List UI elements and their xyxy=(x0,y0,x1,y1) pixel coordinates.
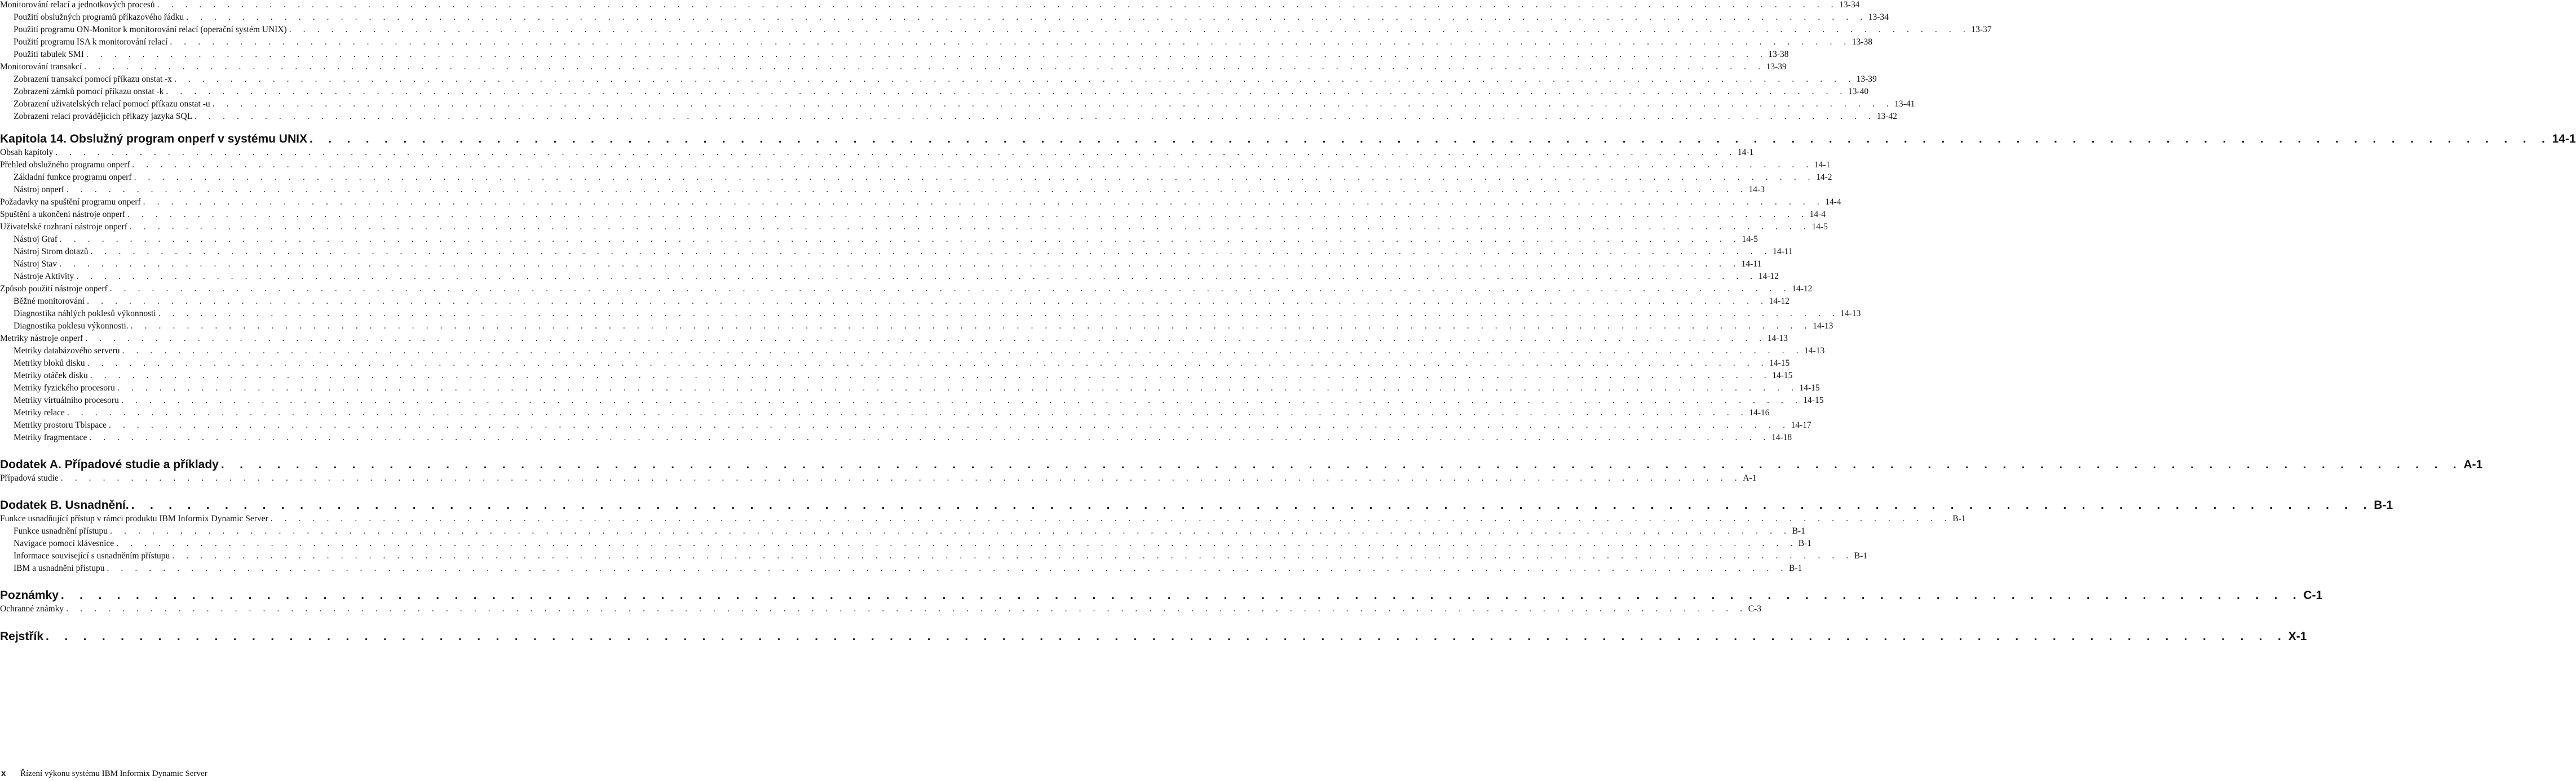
toc-entry-label: Metriky relace xyxy=(14,408,65,418)
toc-entry[interactable] xyxy=(0,210,1826,222)
toc-entry-page: A-1 xyxy=(2463,458,2483,471)
toc-entry-label: Monitorování relací a jednotkových procesů xyxy=(0,0,155,10)
toc-entry-label: Diagnostika náhlých poklesů výkonnosti xyxy=(14,309,156,318)
toc-leader-dots: . . . . . . . . . . . . . . . . . . . . . . . . . . . . . . . . . . . . . . . . . . . . . . . . . . . . . . . . . . . . . . . . . . . . . . . . . . . . . . . . . . . . . . . . . . . . . . . . . . . . . . . . . . . . . . . . . . . . . . . . xyxy=(86,50,1768,59)
toc-leader-dots: . . . . . . . . . . . . . . . . . . . . . . . . . . . . . . . . . . . . . . . . . . . . . . . . . . . . . . . . . . . . . . . . . . . . . . . . . . . . . . . . . . . . . . . . . . . . . . . . . . . . . . . . . . . . . . . . . . . . . . . . xyxy=(134,172,1815,182)
toc-entry[interactable] xyxy=(0,25,1992,37)
toc-leader-dots: . . . . . . . . . . . . . . . . . . . . . . . . . . . . . . . . . . . . . . . . . . . . . . . . . . . . . . . . . . . . . . . . . . . . . . . . . . . . . . . . . . . . . . . . . . . . . . . . . . . . . . . . . . . . . . . . . . . . . . . . xyxy=(66,185,1748,194)
footer-book-title: Řízení výkonu systému IBM Informix Dynamic Server xyxy=(20,769,207,778)
toc-entry[interactable] xyxy=(0,112,1897,124)
toc-chapter-heading[interactable] xyxy=(0,626,2307,645)
toc-entry-label: Použití programu ISA k monitorování relací xyxy=(14,37,168,47)
toc-entry-label: Nástroj Stav xyxy=(14,259,58,269)
toc-entry[interactable] xyxy=(0,172,1832,185)
page-footer xyxy=(1,769,207,779)
toc-leader-dots: . . . . . . . . . . . . . . . . . . . . . . . . . . . . . . . . . . . . . . . . . . . . . . . . . . . . . . . . . . . . . . . . . . . . . . . . . . . . . . . . . . . . . . . . . . . . . . . . . . . . . . . . . . . . . . . . . . . . . . . . xyxy=(220,458,2463,471)
toc-entry-label: Případová studie xyxy=(0,473,59,483)
toc-leader-dots: . . . . . . . . . . . . . . . . . . . . . . . . . . . . . . . . . . . . . . . . . . . . . . . . . . . . . . . . . . . . . . . . . . . . . . . . . . . . . . . . . . . . . . . . . . . . . . . . . . . . . . . . . . . . . . . . . . . . . . . . xyxy=(66,604,1747,614)
toc-entry-page: 13-40 xyxy=(1848,87,1869,96)
toc-leader-dots: . . . . . . . . . . . . . . . . . . . . . . . . . . . . . . . . . . . . . . . . . . . . . . . . . . . . . . . . . . . . . . . . . . . . . . . . . . . . . . . . . . . . . . . . . . . . . . . . . . . . . . . . . . . . . . . . . . . . . . . . xyxy=(90,371,1771,380)
toc-entry-page: 14-17 xyxy=(1791,420,1811,430)
toc-entry[interactable] xyxy=(0,321,1833,334)
toc-entry-page: C-3 xyxy=(1748,604,1761,614)
toc-leader-dots: . . . . . . . . . . . . . . . . . . . . . . . . . . . . . . . . . . . . . . . . . . . . . . . . . . . . . . . . . . . . . . . . . . . . . . . . . . . . . . . . . . . . . . . . . . . . . . . . . . . . . . . . . . . . . . . . . . . . . . . . xyxy=(87,358,1769,368)
toc-entry[interactable] xyxy=(0,433,1792,445)
toc-entry-page: 13-39 xyxy=(1766,62,1787,72)
toc-entry-page: 14-13 xyxy=(1813,321,1833,331)
toc-leader-dots: . . . . . . . . . . . . . . . . . . . . . . . . . . . . . . . . . . . . . . . . . . . . . . . . . . . . . . . . . . . . . . . . . . . . . . . . . . . . . . . . . . . . . . . . . . . . . . . . . . . . . . . . . . . . . . . . . . . . . . . . xyxy=(289,25,1970,34)
toc-entry-page: 14-4 xyxy=(1809,210,1826,219)
toc-leader-dots: . . . . . . . . . . . . . . . . . . . . . . . . . . . . . . . . . . . . . . . . . . . . . . . . . . . . . . . . . . . . . . . . . . . . . . . . . . . . . . . . . . . . . . . . . . . . . . . . . . . . . . . . . . . . . . . . . . . . . . . . xyxy=(186,12,1867,22)
toc-chapter-heading[interactable] xyxy=(0,128,2576,148)
toc-entry-page: B-1 xyxy=(1798,539,1811,548)
toc-leader-dots: . . . . . . . . . . . . . . . . . . . . . . . . . . . . . . . . . . . . . . . . . . . . . . . . . . . . . . . . . . . . . . . . . . . . . . . . . . . . . . . . . . . . . . . . . . . . . . . . . . . . . . . . . . . . . . . . . . . . . . . . xyxy=(107,563,1788,573)
toc-entry-label: Nástroj Graf xyxy=(14,234,58,244)
toc-entry-label: Zobrazení relací provádějících příkazy jazyka SQL xyxy=(14,112,193,121)
toc-leader-dots: . . . . . . . . . . . . . . . . . . . . . . . . . . . . . . . . . . . . . . . . . . . . . . . . . . . . . . . . . . . . . . . . . . . . . . . . . . . . . . . . . . . . . . . . . . . . . . . . . . . . . . . . . . . . . . . . . . . . . . . . xyxy=(60,589,2303,602)
toc-entry[interactable] xyxy=(0,50,1789,62)
toc-leader-dots: . . . . . . . . . . . . . . . . . . . . . . . . . . . . . . . . . . . . . . . . . . . . . . . . . . . . . . . . . . . . . . . . . . . . . . . . . . . . . . . . . . . . . . . . . . . . . . . . . . . . . . . . . . . . . . . . . . . . . . . . xyxy=(116,539,1797,548)
toc-entry-page: B-1 xyxy=(1792,526,1805,536)
toc-entry-label: Použití tabulek SMI xyxy=(14,50,84,59)
toc-entry-label: Spuštění a ukončení nástroje onperf xyxy=(0,210,126,219)
toc-leader-dots: . . . . . . . . . . . . . . . . . . . . . . . . . . . . . . . . . . . . . . . . . . . . . . . . . . . . . . . . . . . . . . . . . . . . . . . . . . . . . . . . . . . . . . . . . . . . . . . . . . . . . . . . . . . . . . . . . . . . . . . . xyxy=(121,396,1802,405)
toc-entry[interactable] xyxy=(0,12,1889,25)
toc-entry-label: Funkce usnadnění přístupu xyxy=(14,526,108,536)
toc-entry-page: 14-1 xyxy=(1737,148,1754,157)
toc-entry-page: 14-13 xyxy=(1804,346,1825,356)
toc-entry-label: Uživatelské rozhraní nástroje onperf xyxy=(0,222,127,232)
toc-entry[interactable] xyxy=(0,473,1757,486)
toc-entry-label: IBM a usnadnění přístupu xyxy=(14,563,105,573)
toc-entry-page: 14-13 xyxy=(1767,334,1788,343)
toc-entry-page: 14-16 xyxy=(1749,408,1770,418)
toc-entry[interactable] xyxy=(0,222,1828,234)
toc-entry-label: Metriky otáček disku xyxy=(14,371,88,380)
toc-entry-page: A-1 xyxy=(1743,473,1757,483)
toc-entry[interactable] xyxy=(0,346,1825,358)
toc-leader-dots: . . . . . . . . . . . . . . . . . . . . . . . . . . . . . . . . . . . . . . . . . . . . . . . . . . . . . . . . . . . . . . . . . . . . . . . . . . . . . . . . . . . . . . . . . . . . . . . . . . . . . . . . . . . . . . . . . . . . . . . . xyxy=(55,148,1737,157)
toc-entry-page: 14-3 xyxy=(1748,185,1765,194)
toc-leader-dots: . . . . . . . . . . . . . . . . . . . . . . . . . . . . . . . . . . . . . . . . . . . . . . . . . . . . . . . . . . . . . . . . . . . . . . . . . . . . . . . . . . . . . . . . . . . . . . . . . . . . . . . . . . . . . . . . . . . . . . . . xyxy=(129,222,1811,232)
toc-entry[interactable] xyxy=(0,396,1824,408)
toc-entry[interactable] xyxy=(0,234,1758,247)
toc-leader-dots: . . . . . . . . . . . . . . . . . . . . . . . . . . . . . . . . . . . . . . . . . . . . . . . . . . . . . . . . . . . . . . . . . . . . . . . . . . . . . . . . . . . . . . . . . . . . . . . . . . . . . . . . . . . . . . . . . . . . . . . . xyxy=(67,408,1748,418)
toc-entry[interactable] xyxy=(0,99,1915,112)
toc-entry[interactable] xyxy=(0,551,1868,563)
toc-entry-page: 14-15 xyxy=(1769,358,1790,368)
toc-leader-dots: . . . . . . . . . . . . . . . . . . . . . . . . . . . . . . . . . . . . . . . . . . . . . . . . . . . . . . . . . . . . . . . . . . . . . . . . . . . . . . . . . . . . . . . . . . . . . . . . . . . . . . . . . . . . . . . . . . . . . . . . xyxy=(110,526,1791,536)
toc-entry[interactable] xyxy=(0,604,1761,616)
toc-entry[interactable] xyxy=(0,148,1754,160)
toc-entry[interactable] xyxy=(0,383,1820,396)
toc-chapter-heading[interactable] xyxy=(0,454,2483,473)
toc-entry-label: Ochranné známky xyxy=(0,604,64,614)
toc-entry[interactable] xyxy=(0,539,1811,551)
toc-entry-page: 14-4 xyxy=(1825,197,1841,207)
toc-entry-label: Navigace pomocí klávesnice xyxy=(14,539,114,548)
toc-entry-label: Obsah kapitoly xyxy=(0,148,54,157)
toc-entry[interactable] xyxy=(0,259,1762,272)
toc-leader-dots: . . . . . . . . . . . . . . . . . . . . . . . . . . . . . . . . . . . . . . . . . . . . . . . . . . . . . . . . . . . . . . . . . . . . . . . . . . . . . . . . . . . . . . . . . . . . . . . . . . . . . . . . . . . . . . . . . . . . . . . . xyxy=(60,473,1742,483)
toc-leader-dots: . . . . . . . . . . . . . . . . . . . . . . . . . . . . . . . . . . . . . . . . . . . . . . . . . . . . . . . . . . . . . . . . . . . . . . . . . . . . . . . . . . . . . . . . . . . . . . . . . . . . . . . . . . . . . . . . . . . . . . . . xyxy=(174,74,1855,84)
toc-leader-dots: . . . . . . . . . . . . . . . . . . . . . . . . . . . . . . . . . . . . . . . . . . . . . . . . . . . . . . . . . . . . . . . . . . . . . . . . . . . . . . . . . . . . . . . . . . . . . . . . . . . . . . . . . . . . . . . . . . . . . . . . xyxy=(122,346,1804,356)
toc-entry-page: 14-5 xyxy=(1811,222,1828,232)
toc-entry-page: 14-1 xyxy=(2552,132,2576,145)
toc-entry[interactable] xyxy=(0,334,1788,346)
toc-entry-page: 13-34 xyxy=(1868,12,1889,22)
toc-leader-dots: . . . . . . . . . . . . . . . . . . . . . . . . . . . . . . . . . . . . . . . . . . . . . . . . . . . . . . . . . . . . . . . . . . . . . . . . . . . . . . . . . . . . . . . . . . . . . . . . . . . . . . . . . . . . . . . . . . . . . . . . xyxy=(76,272,1757,281)
toc-leader-dots: . . . . . . . . . . . . . . . . . . . . . . . . . . . . . . . . . . . . . . . . . . . . . . . . . . . . . . . . . . . . . . . . . . . . . . . . . . . . . . . . . . . . . . . . . . . . . . . . . . . . . . . . . . . . . . . . . . . . . . . . xyxy=(309,132,2551,145)
toc-leader-dots: . . . . . . . . . . . . . . . . . . . . . . . . . . . . . . . . . . . . . . . . . . . . . . . . . . . . . . . . . . . . . . . . . . . . . . . . . . . . . . . . . . . . . . . . . . . . . . . . . . . . . . . . . . . . . . . . . . . . . . . . xyxy=(117,383,1799,393)
toc-entry-page: 13-38 xyxy=(1768,50,1789,59)
toc-entry-label: Metriky virtuálního procesoru xyxy=(14,396,119,405)
toc-chapter-heading[interactable] xyxy=(0,585,2323,604)
toc-leader-dots: . . . . . . . . . . . . . . . . . . . . . . . . . . . . . . . . . . . . . . . . . . . . . . . . . . . . . . . . . . . . . . . . . . . . . . . . . . . . . . . . . . . . . . . . . . . . . . . . . . . . . . . . . . . . . . . . . . . . . . . . xyxy=(89,433,1770,442)
toc-leader-dots: . . . . . . . . . . . . . . . . . . . . . . . . . . . . . . . . . . . . . . . . . . . . . . . . . . . . . . . . . . . . . . . . . . . . . . . . . . . . . . . . . . . . . . . . . . . . . . . . . . . . . . . . . . . . . . . . . . . . . . . . xyxy=(158,309,1840,318)
toc-entry[interactable] xyxy=(0,284,1813,296)
toc-entry[interactable] xyxy=(0,272,1779,284)
toc-entry-label: Nástroj onperf xyxy=(14,185,64,194)
toc-leader-dots: . . . . . . . . . . . . . . . . . . . . . . . . . . . . . . . . . . . . . . . . . . . . . . . . . . . . . . . . . . . . . . . . . . . . . . . . . . . . . . . . . . . . . . . . . . . . . . . . . . . . . . . . . . . . . . . . . . . . . . . . xyxy=(87,296,1768,306)
toc-entry-page: 14-15 xyxy=(1772,371,1793,380)
footer-page-number: x xyxy=(1,769,6,778)
toc-entry-label: Zobrazení zámků pomocí příkazu onstat -k xyxy=(14,87,164,96)
toc-entry-label: Kapitola 14. Obslužný program onperf v systému UNIX xyxy=(0,132,307,145)
toc-chapter-heading[interactable] xyxy=(0,495,2393,514)
toc-leader-dots: . . . . . . . . . . . . . . . . . . . . . . . . . . . . . . . . . . . . . . . . . . . . . . . . . . . . . . . . . . . . . . . . . . . . . . . . . . . . . . . . . . . . . . . . . . . . . . . . . . . . . . . . . . . . . . . . . . . . . . . . xyxy=(59,234,1741,244)
toc-entry[interactable] xyxy=(0,247,1793,259)
toc-entry-label: Zobrazení transakcí pomocí příkazu onstat -x xyxy=(14,74,173,84)
toc-entry[interactable] xyxy=(0,563,1802,576)
toc-leader-dots: . . . . . . . . . . . . . . . . . . . . . . . . . . . . . . . . . . . . . . . . . . . . . . . . . . . . . . . . . . . . . . . . . . . . . . . . . . . . . . . . . . . . . . . . . . . . . . . . . . . . . . . . . . . . . . . . . . . . . . . . xyxy=(172,551,1853,561)
toc-entry[interactable] xyxy=(0,87,1869,99)
toc-entry-label: Nástroj Strom dotazů xyxy=(14,247,89,256)
toc-entry-page: 13-34 xyxy=(1839,0,1860,10)
toc-entry-label: Rejstřík xyxy=(0,630,44,643)
toc-leader-dots: . . . . . . . . . . . . . . . . . . . . . . . . . . . . . . . . . . . . . . . . . . . . . . . . . . . . . . . . . . . . . . . . . . . . . . . . . . . . . . . . . . . . . . . . . . . . . . . . . . . . . . . . . . . . . . . . . . . . . . . . xyxy=(46,630,2287,643)
toc-entry-label: Dodatek B. Usnadnění. xyxy=(0,499,129,512)
toc-entry-label: Poznámky xyxy=(0,589,59,602)
toc-entry-page: 14-2 xyxy=(1816,172,1832,182)
toc-entry-page: 14-15 xyxy=(1803,396,1824,405)
toc-entry-label: Přehled obslužného programu onperf xyxy=(0,160,130,170)
toc-leader-dots: . . . . . . . . . . . . . . . . . . . . . . . . . . . . . . . . . . . . . . . . . . . . . . . . . . . . . . . . . . . . . . . . . . . . . . . . . . . . . . . . . . . . . . . . . . . . . . . . . . . . . . . . . . . . . . . . . . . . . . . . xyxy=(132,160,1813,170)
toc-entry-page: 14-11 xyxy=(1773,247,1793,256)
toc-entry-label: Metriky bloků disku xyxy=(14,358,85,368)
toc-entry-page: 13-42 xyxy=(1876,112,1897,121)
toc-entry-page: B-1 xyxy=(1952,514,1966,523)
toc-leader-dots: . . . . . . . . . . . . . . . . . . . . . . . . . . . . . . . . . . . . . . . . . . . . . . . . . . . . . . . . . . . . . . . . . . . . . . . . . . . . . . . . . . . . . . . . . . . . . . . . . . . . . . . . . . . . . . . . . . . . . . . . xyxy=(84,62,1765,72)
toc-entry-page: 14-15 xyxy=(1799,383,1820,393)
toc-entry-page: 13-37 xyxy=(1971,25,1992,34)
toc-entry-page: 14-1 xyxy=(1814,160,1831,170)
toc-entry[interactable] xyxy=(0,420,1811,433)
toc-entry-page: 14-18 xyxy=(1771,433,1792,442)
toc-leader-dots: . . . . . . . . . . . . . . . . . . . . . . . . . . . . . . . . . . . . . . . . . . . . . . . . . . . . . . . . . . . . . . . . . . . . . . . . . . . . . . . . . . . . . . . . . . . . . . . . . . . . . . . . . . . . . . . . . . . . . . . . xyxy=(127,210,1809,219)
toc-entry-page: 13-38 xyxy=(1852,37,1873,47)
toc-entry[interactable] xyxy=(0,358,1790,371)
toc-entry-label: Použití programu ON-Monitor k monitorování relací (operační systém UNIX) xyxy=(14,25,287,34)
toc-entry[interactable] xyxy=(0,37,1873,50)
toc-entry-label: Monitorování transakcí xyxy=(0,62,82,72)
toc-leader-dots: . . . . . . . . . . . . . . . . . . . . . . . . . . . . . . . . . . . . . . . . . . . . . . . . . . . . . . . . . . . . . . . . . . . . . . . . . . . . . . . . . . . . . . . . . . . . . . . . . . . . . . . . . . . . . . . . . . . . . . . . xyxy=(85,334,1766,343)
toc-entry-page: 14-13 xyxy=(1840,309,1861,318)
toc-entry-label: Metriky prostoru Tblspace xyxy=(14,420,107,430)
toc-entry[interactable] xyxy=(0,0,1860,12)
toc-entry-page: 14-11 xyxy=(1741,259,1762,269)
toc-entry[interactable] xyxy=(0,185,1765,197)
toc-entry[interactable] xyxy=(0,160,1831,172)
toc-entry-page: B-1 xyxy=(1788,563,1802,573)
toc-entry-label: Běžné monitorování xyxy=(14,296,85,306)
toc-entry-page: 14-12 xyxy=(1758,272,1779,281)
toc-entry-label: Požadavky na spuštění programu onperf xyxy=(0,197,141,207)
toc-entry[interactable] xyxy=(0,526,1805,539)
toc-entry-label: Metriky fragmentace xyxy=(14,433,87,442)
toc-entry[interactable] xyxy=(0,296,1789,309)
toc-leader-dots: . . . . . . . . . . . . . . . . . . . . . . . . . . . . . . . . . . . . . . . . . . . . . . . . . . . . . . . . . . . . . . . . . . . . . . . . . . . . . . . . . . . . . . . . . . . . . . . . . . . . . . . . . . . . . . . . . . . . . . . . xyxy=(143,197,1824,207)
toc-entry-label: Diagnostika poklesu výkonnosti. xyxy=(14,321,129,331)
toc-entry-page: B-1 xyxy=(1854,551,1868,561)
toc-entry[interactable] xyxy=(0,197,1841,210)
toc-leader-dots: . . . . . . . . . . . . . . . . . . . . . . . . . . . . . . . . . . . . . . . . . . . . . . . . . . . . . . . . . . . . . . . . . . . . . . . . . . . . . . . . . . . . . . . . . . . . . . . . . . . . . . . . . . . . . . . . . . . . . . . . xyxy=(109,420,1790,430)
toc-entry[interactable] xyxy=(0,309,1861,321)
toc-leader-dots: . . . . . . . . . . . . . . . . . . . . . . . . . . . . . . . . . . . . . . . . . . . . . . . . . . . . . . . . . . . . . . . . . . . . . . . . . . . . . . . . . . . . . . . . . . . . . . . . . . . . . . . . . . . . . . . . . . . . . . . . xyxy=(131,499,2373,512)
toc-leader-dots: . . . . . . . . . . . . . . . . . . . . . . . . . . . . . . . . . . . . . . . . . . . . . . . . . . . . . . . . . . . . . . . . . . . . . . . . . . . . . . . . . . . . . . . . . . . . . . . . . . . . . . . . . . . . . . . . . . . . . . . . xyxy=(166,87,1847,96)
toc-leader-dots: . . . . . . . . . . . . . . . . . . . . . . . . . . . . . . . . . . . . . . . . . . . . . . . . . . . . . . . . . . . . . . . . . . . . . . . . . . . . . . . . . . . . . . . . . . . . . . . . . . . . . . . . . . . . . . . . . . . . . . . . xyxy=(157,0,1839,10)
toc-entry-page: 13-39 xyxy=(1856,74,1877,84)
toc-entry-label: Nástroje Aktivity xyxy=(14,272,74,281)
toc-entry-label: Metriky databázového serveru xyxy=(14,346,120,356)
toc-leader-dots: . . . . . . . . . . . . . . . . . . . . . . . . . . . . . . . . . . . . . . . . . . . . . . . . . . . . . . . . . . . . . . . . . . . . . . . . . . . . . . . . . . . . . . . . . . . . . . . . . . . . . . . . . . . . . . . . . . . . . . . . xyxy=(270,514,1952,523)
toc-entry-label: Informace související s usnadněním přístupu xyxy=(14,551,170,561)
toc-entry-label: Základní funkce programu onperf xyxy=(14,172,132,182)
toc-entry-label: Dodatek A. Případové studie a příklady xyxy=(0,458,219,471)
toc-entry[interactable] xyxy=(0,514,1966,526)
toc-leader-dots: . . . . . . . . . . . . . . . . . . . . . . . . . . . . . . . . . . . . . . . . . . . . . . . . . . . . . . . . . . . . . . . . . . . . . . . . . . . . . . . . . . . . . . . . . . . . . . . . . . . . . . . . . . . . . . . . . . . . . . . . xyxy=(130,321,1812,331)
toc-entry-page: B-1 xyxy=(2374,499,2393,512)
toc-entry-page: 13-41 xyxy=(1894,99,1915,109)
toc-entry-label: Funkce usnadňující přístup v rámci produktu IBM Informix Dynamic Server xyxy=(0,514,268,523)
toc-entry[interactable] xyxy=(0,408,1770,420)
toc-entry-label: Metriky fyzického procesoru xyxy=(14,383,115,393)
toc-entry-page: C-1 xyxy=(2303,589,2323,602)
toc-leader-dots: . . . . . . . . . . . . . . . . . . . . . . . . . . . . . . . . . . . . . . . . . . . . . . . . . . . . . . . . . . . . . . . . . . . . . . . . . . . . . . . . . . . . . . . . . . . . . . . . . . . . . . . . . . . . . . . . . . . . . . . . xyxy=(109,284,1791,294)
toc-entry-label: Použití obslužných programů příkazového řádku xyxy=(14,12,184,22)
toc-entry-label: Způsob použití nástroje onperf xyxy=(0,284,108,294)
toc-leader-dots: . . . . . . . . . . . . . . . . . . . . . . . . . . . . . . . . . . . . . . . . . . . . . . . . . . . . . . . . . . . . . . . . . . . . . . . . . . . . . . . . . . . . . . . . . . . . . . . . . . . . . . . . . . . . . . . . . . . . . . . . xyxy=(195,112,1876,121)
toc-entry-page: 14-12 xyxy=(1792,284,1813,294)
toc-entry-label: Metriky nástroje onperf xyxy=(0,334,83,343)
toc-entry-page: 14-5 xyxy=(1742,234,1758,244)
toc-entry[interactable] xyxy=(0,62,1787,74)
toc-entry[interactable] xyxy=(0,371,1793,383)
toc-entry-page: X-1 xyxy=(2288,630,2307,643)
toc-leader-dots: . . . . . . . . . . . . . . . . . . . . . . . . . . . . . . . . . . . . . . . . . . . . . . . . . . . . . . . . . . . . . . . . . . . . . . . . . . . . . . . . . . . . . . . . . . . . . . . . . . . . . . . . . . . . . . . . . . . . . . . . xyxy=(212,99,1894,109)
toc-entry-page: 14-12 xyxy=(1769,296,1789,306)
toc-leader-dots: . . . . . . . . . . . . . . . . . . . . . . . . . . . . . . . . . . . . . . . . . . . . . . . . . . . . . . . . . . . . . . . . . . . . . . . . . . . . . . . . . . . . . . . . . . . . . . . . . . . . . . . . . . . . . . . . . . . . . . . . xyxy=(59,259,1740,269)
toc-leader-dots: . . . . . . . . . . . . . . . . . . . . . . . . . . . . . . . . . . . . . . . . . . . . . . . . . . . . . . . . . . . . . . . . . . . . . . . . . . . . . . . . . . . . . . . . . . . . . . . . . . . . . . . . . . . . . . . . . . . . . . . . xyxy=(170,37,1851,47)
toc-leader-dots: . . . . . . . . . . . . . . . . . . . . . . . . . . . . . . . . . . . . . . . . . . . . . . . . . . . . . . . . . . . . . . . . . . . . . . . . . . . . . . . . . . . . . . . . . . . . . . . . . . . . . . . . . . . . . . . . . . . . . . . . xyxy=(90,247,1772,256)
toc-entry[interactable] xyxy=(0,74,1877,87)
toc-entry-label: Zobrazení uživatelských relací pomocí příkazu onstat -u xyxy=(14,99,210,109)
